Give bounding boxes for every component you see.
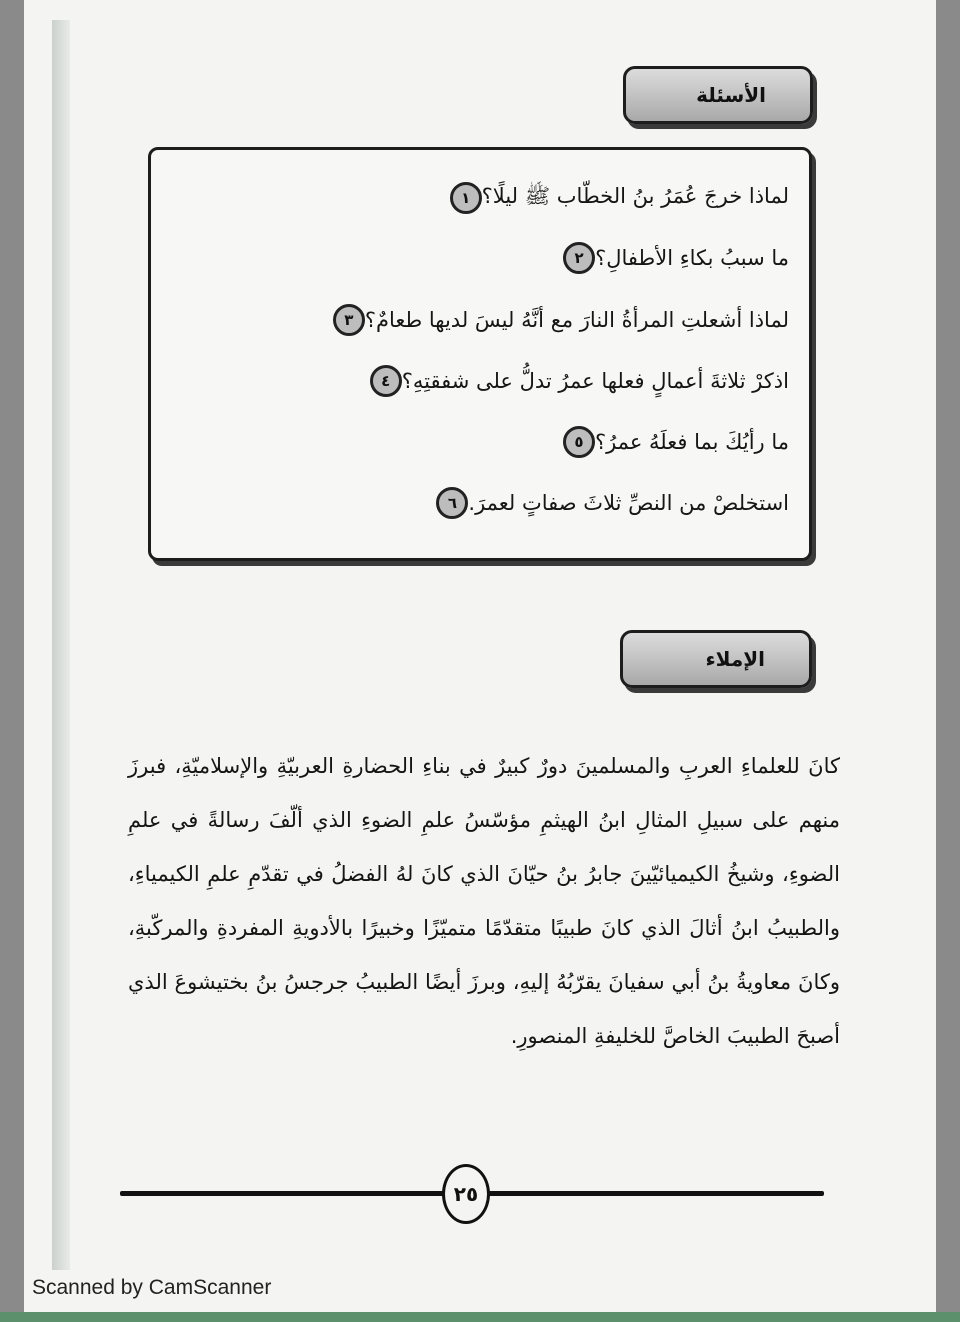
question-number: ٦ <box>436 487 468 519</box>
question-number: ٤ <box>370 365 402 397</box>
dictation-heading: الإملاء <box>620 630 812 688</box>
question-item <box>426 483 789 523</box>
page-number: ٢٥ <box>442 1164 490 1224</box>
questions-box <box>148 147 812 561</box>
question-item <box>323 300 789 340</box>
question-number: ٢ <box>563 242 595 274</box>
question-text: لماذا أشعلتِ المرأةُ النارَ مع أنَّهُ ليسَ لديها طعامٌ؟ <box>364 308 789 332</box>
question-text: ما سببُ بكاءِ الأطفالِ؟ <box>595 246 789 270</box>
question-text: استخلصْ من النصِّ ثلاثَ صفاتٍ لعمرَ. <box>468 491 789 515</box>
question-text: اذكرْ ثلاثةَ أعمالٍ فعلها عمرُ تدلُّ على شفقتِهِ؟ <box>401 369 789 393</box>
question-number: ١ <box>450 182 482 214</box>
question-item <box>440 178 789 218</box>
question-item <box>360 361 789 401</box>
scanner-watermark: Scanned by CamScanner <box>32 1276 272 1299</box>
question-number: ٣ <box>333 304 365 336</box>
question-item <box>553 238 789 278</box>
page-footer <box>120 1164 824 1224</box>
question-number: ٥ <box>563 426 595 458</box>
questions-heading: الأسئلة <box>623 66 813 124</box>
page-binding-shadow <box>52 20 70 1270</box>
question-text: لماذا خرجَ عُمَرُ بنُ الخطّاب ﷺ ليلًا؟ <box>481 183 789 208</box>
question-text: ما رأيُكَ بما فعلَهُ عمرُ؟ <box>594 430 789 454</box>
bottom-strip <box>0 1312 960 1322</box>
dictation-paragraph: كانَ للعلماءِ العربِ والمسلمينَ دورٌ كبيرٌ في بناءِ الحضارةِ العربيّةِ والإسلاميّةِ، فبرزَ منهم على سبيلِ المثالِ ابنُ الهيثمِ مؤسّسُ علمِ الضوءِ الذي ألّفَ رسالةً في علمِ الضوءِ، وشيخُ الكيميائيّينَ جابرُ بنُ حيّانَ الذي كانَ لهُ الفضلُ في تقدّمِ علمِ الكيمياءِ، والطبيبُ ابنُ أثالَ الذي كانَ طبيبًا متقدّمًا متميّزًا وخبيرًا بالأدويةِ المفردةِ والمركّبةِ، وكانَ معاويةُ بنُ أبي سفيانَ يقرّبُهُ إليهِ، وبرزَ أيضًا الطبيبُ جرجسُ بنُ بختيشوعَ الذي أصبحَ الطبيبَ الخاصَّ للخليفةِ المنصورِ. <box>128 754 840 1048</box>
question-item <box>553 422 789 462</box>
